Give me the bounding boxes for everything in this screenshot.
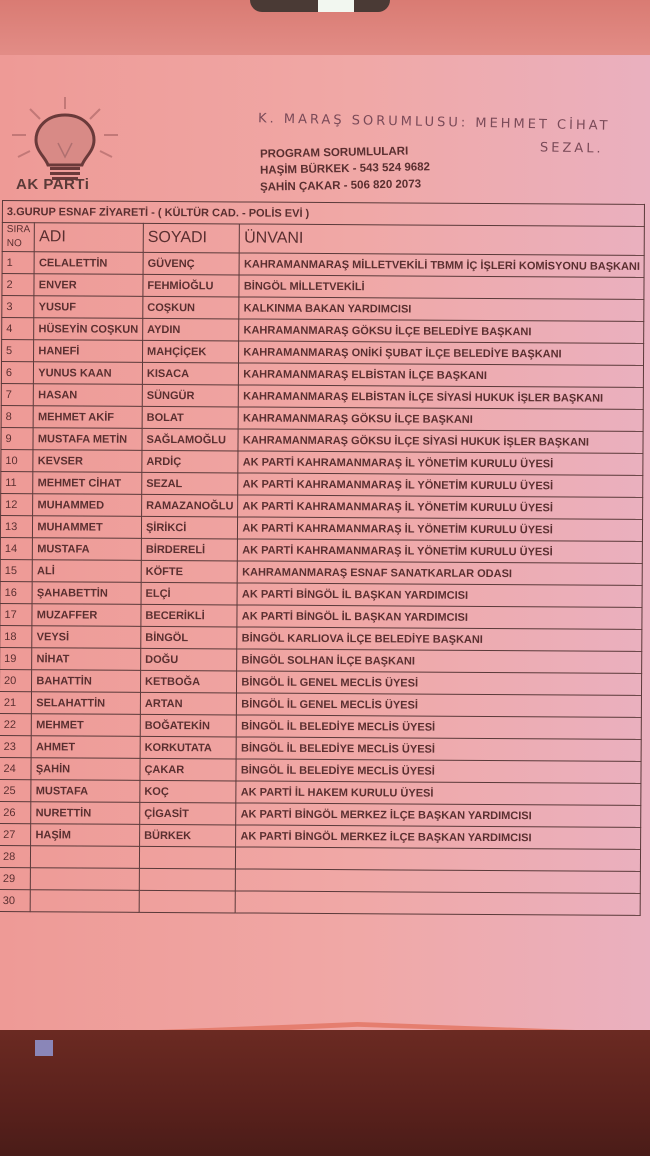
last-name-cell: KISACA <box>142 362 239 385</box>
first-name-cell: BAHATTİN <box>32 670 141 693</box>
last-name-cell: BİNGÖL <box>141 626 238 649</box>
title-cell: AK PARTİ BİNGÖL İL BAŞKAN YARDIMCISI <box>237 583 642 607</box>
title-cell <box>236 891 641 915</box>
title-cell: KAHRAMANMARAŞ GÖKSU İLÇE BELEDİYE BAŞKANI <box>239 319 644 343</box>
first-name-cell: MUSTAFA <box>31 780 140 803</box>
title-cell: BİNGÖL MİLLETVEKİLİ <box>239 275 644 299</box>
handwritten-note-line2: SEZAL. <box>539 140 604 157</box>
last-name-cell: KORKUTATA <box>140 736 237 759</box>
row-number: 16 <box>0 581 32 603</box>
title-cell: KAHRAMANMARAŞ MİLLETVEKİLİ TBMM İÇ İŞLERİ KOMİSYONU BAŞKANI <box>239 253 644 277</box>
first-name-cell: CELALETTİN <box>34 252 143 275</box>
last-name-cell: KETBOĞA <box>140 670 237 693</box>
first-name-cell: MUZAFFER <box>32 604 141 627</box>
first-name-cell: ŞAHİN <box>31 758 140 781</box>
first-name-cell: NİHAT <box>32 648 141 671</box>
last-name-cell: DOĞU <box>141 648 238 671</box>
row-number: 12 <box>1 493 33 515</box>
last-name-cell: ARTAN <box>140 692 237 715</box>
first-name-cell: MUHAMMED <box>33 494 142 517</box>
last-name-cell: SEZAL <box>142 472 239 495</box>
first-name-cell <box>31 868 140 891</box>
title-cell: KAHRAMANMARAŞ ONİKİ ŞUBAT İLÇE BELEDİYE BAŞKANI <box>239 341 644 365</box>
last-name-cell: BOĞATEKİN <box>140 714 237 737</box>
last-name-cell: ÇAKAR <box>140 758 237 781</box>
first-name-cell: VEYSİ <box>32 626 141 649</box>
title-cell: KAHRAMANMARAŞ ELBİSTAN İLÇE BAŞKANI <box>239 363 644 387</box>
row-number: 2 <box>2 274 34 296</box>
last-name-cell <box>139 868 236 891</box>
last-name-cell: FEHMİOĞLU <box>143 274 240 297</box>
first-name-cell <box>31 846 140 869</box>
last-name-cell: BECERİKLİ <box>141 604 238 627</box>
row-number: 15 <box>0 559 32 581</box>
column-header-unvani: ÜNVANI <box>240 224 645 255</box>
title-cell: AK PARTİ BİNGÖL MERKEZ İLÇE BAŞKAN YARDIMCISI <box>236 825 641 849</box>
title-cell: BİNGÖL KARLIOVA İLÇE BELEDİYE BAŞKANI <box>237 627 642 651</box>
row-number: 7 <box>1 383 33 405</box>
row-number: 4 <box>2 318 34 340</box>
last-name-cell: GÜVENÇ <box>143 252 240 275</box>
column-header-adi: ADI <box>35 223 144 253</box>
first-name-cell: KEVSER <box>33 450 142 473</box>
row-number: 28 <box>0 845 31 867</box>
title-cell: BİNGÖL İL BELEDİYE MECLİS ÜYESİ <box>236 759 641 783</box>
title-cell: KAHRAMANMARAŞ ESNAF SANATKARLAR ODASI <box>238 561 643 585</box>
last-name-cell: COŞKUN <box>143 296 240 319</box>
program-title: PROGRAM SORUMLULARI <box>259 145 409 161</box>
row-number: 22 <box>0 713 32 735</box>
table-title: 3.GURUP ESNAF ZİYARETİ - ( KÜLTÜR CAD. - POLİS EVİ ) <box>2 201 644 227</box>
first-name-cell: ALİ <box>33 560 142 583</box>
first-name-cell: SELAHATTİN <box>32 692 141 715</box>
table-row <box>0 889 641 915</box>
last-name-cell: SAĞLAMOĞLU <box>142 428 239 451</box>
column-header-sira-no <box>2 223 35 252</box>
title-cell: AK PARTİ KAHRAMANMARAŞ İL YÖNETİM KURULU ÜYESİ <box>238 539 643 563</box>
row-number: 10 <box>1 449 33 471</box>
contact-1: HAŞİM BÜRKEK - 543 524 9682 <box>259 161 431 177</box>
row-number: 27 <box>0 823 31 845</box>
row-number: 5 <box>2 340 34 362</box>
row-number: 8 <box>1 405 33 427</box>
table-body <box>0 252 645 916</box>
first-name-cell: NURETTİN <box>31 802 140 825</box>
last-name-cell: ŞİRİKCİ <box>141 516 238 539</box>
first-name-cell: HÜSEYİN COŞKUN <box>34 318 143 341</box>
table-cloth <box>0 1030 650 1156</box>
row-number: 24 <box>0 757 31 779</box>
row-number: 9 <box>1 427 33 449</box>
first-name-cell: HANEFİ <box>34 340 143 363</box>
title-cell: BİNGÖL SOLHAN İLÇE BAŞKANI <box>237 649 642 673</box>
last-name-cell: BİRDERELİ <box>141 538 238 561</box>
blue-tab <box>35 1040 53 1056</box>
title-cell: BİNGÖL İL GENEL MECLİS ÜYESİ <box>237 671 642 695</box>
last-name-cell: SÜNGÜR <box>142 384 239 407</box>
row-number: 21 <box>0 691 32 713</box>
first-name-cell: MEHMET CİHAT <box>33 472 142 495</box>
row-number: 13 <box>0 515 32 537</box>
last-name-cell <box>139 890 236 913</box>
first-name-cell: MUHAMMET <box>33 516 142 539</box>
row-number: 14 <box>0 537 32 559</box>
first-name-cell: HAŞİM <box>31 824 140 847</box>
lamp-light <box>318 0 354 12</box>
row-number: 23 <box>0 735 32 757</box>
row-number: 17 <box>0 603 32 625</box>
last-name-cell: KÖFTE <box>141 560 238 583</box>
last-name-cell: ÇİGASİT <box>140 802 237 825</box>
title-cell: AK PARTİ BİNGÖL İL BAŞKAN YARDIMCISI <box>237 605 642 629</box>
last-name-cell: KOÇ <box>140 780 237 803</box>
title-cell: KAHRAMANMARAŞ ELBİSTAN İLÇE SİYASİ HUKUK İŞLER BAŞKANI <box>239 385 644 409</box>
title-cell: AK PARTİ BİNGÖL MERKEZ İLÇE BAŞKAN YARDIMCISI <box>236 803 641 827</box>
last-name-cell: ARDİÇ <box>142 450 239 473</box>
last-name-cell: BÜRKEK <box>140 824 237 847</box>
column-header-soyadi: SOYADI <box>143 223 240 253</box>
row-number: 25 <box>0 779 31 801</box>
title-cell: AK PARTİ İL HAKEM KURULU ÜYESİ <box>236 781 641 805</box>
last-name-cell <box>139 846 236 869</box>
first-name-cell: AHMET <box>31 736 140 759</box>
first-name-cell: HASAN <box>34 384 143 407</box>
title-cell: KAHRAMANMARAŞ GÖKSU İLÇE SİYASİ HUKUK İŞLER BAŞKANI <box>238 429 643 453</box>
first-name-cell: MEHMET <box>32 714 141 737</box>
title-cell: AK PARTİ KAHRAMANMARAŞ İL YÖNETİM KURULU ÜYESİ <box>238 495 643 519</box>
first-name-cell: ŞAHABETTİN <box>32 582 141 605</box>
first-name-cell: YUSUF <box>34 296 143 319</box>
row-number: 18 <box>0 625 32 647</box>
first-name-cell <box>30 890 139 913</box>
first-name-cell: YUNUS KAAN <box>34 362 143 385</box>
row-number: 30 <box>0 889 31 911</box>
last-name-cell: BOLAT <box>142 406 239 429</box>
title-cell: KALKINMA BAKAN YARDIMCISI <box>239 297 644 321</box>
first-name-cell: MUSTAFA METİN <box>33 428 142 451</box>
title-cell: AK PARTİ KAHRAMANMARAŞ İL YÖNETİM KURULU ÜYESİ <box>238 473 643 497</box>
first-name-cell: MUSTAFA <box>33 538 142 561</box>
row-number: 20 <box>0 669 32 691</box>
row-number: 26 <box>0 801 31 823</box>
logo-label: AK PARTi <box>16 176 90 193</box>
title-cell: BİNGÖL İL BELEDİYE MECLİS ÜYESİ <box>237 715 642 739</box>
row-number: 29 <box>0 867 31 889</box>
contact-2: ŞAHİN ÇAKAR - 506 820 2073 <box>259 178 422 194</box>
first-name-cell: ENVER <box>34 274 143 297</box>
visit-list-table <box>0 200 645 916</box>
last-name-cell: ELÇİ <box>141 582 238 605</box>
row-number: 6 <box>1 362 33 384</box>
row-number: 1 <box>2 252 34 274</box>
title-cell: KAHRAMANMARAŞ GÖKSU İLÇE BAŞKANI <box>238 407 643 431</box>
row-number: 3 <box>2 296 34 318</box>
first-name-cell: MEHMET AKİF <box>33 406 142 429</box>
title-cell: AK PARTİ KAHRAMANMARAŞ İL YÖNETİM KURULU ÜYESİ <box>238 517 643 541</box>
row-number: 11 <box>1 471 33 493</box>
last-name-cell: AYDIN <box>143 318 240 341</box>
no-label: NO <box>6 238 22 250</box>
title-cell: BİNGÖL İL GENEL MECLİS ÜYESİ <box>237 693 642 717</box>
last-name-cell: RAMAZANOĞLU <box>142 494 239 517</box>
handwritten-note-line1: K. MARAŞ SORUMLUSU: MEHMET CİHAT <box>257 111 611 134</box>
sira-label: SIRA <box>6 224 31 236</box>
title-cell <box>236 869 641 893</box>
row-number: 19 <box>0 647 32 669</box>
title-cell: BİNGÖL İL BELEDİYE MECLİS ÜYESİ <box>236 737 641 761</box>
last-name-cell: MAHÇİÇEK <box>142 340 239 363</box>
title-cell <box>236 847 641 871</box>
title-cell: AK PARTİ KAHRAMANMARAŞ İL YÖNETİM KURULU ÜYESİ <box>238 451 643 475</box>
